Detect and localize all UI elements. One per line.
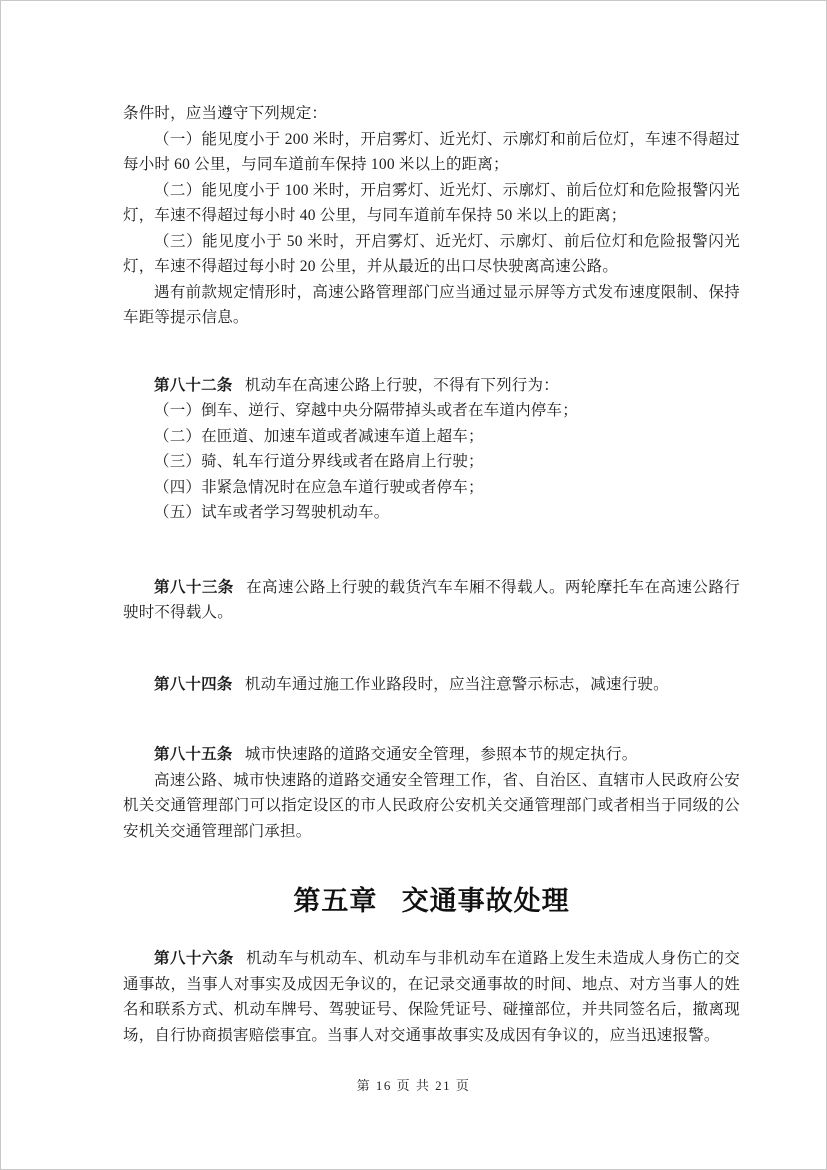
article-86 <box>123 946 740 1048</box>
article-83-text: 在高速公路上行驶的载货汽车车厢不得载人。两轮摩托车在高速公路行驶时不得载人。 <box>123 578 740 621</box>
visibility-rule-2: （二）能见度小于 100 米时，开启雾灯、近光灯、示廓灯、前后位灯和危险报警闪光灯，车速不得超过每小时 40 公里，与同车道前车保持 50 米以上的距离； <box>123 181 740 224</box>
article-82-item-3: （三）骑、轧车行道分界线或者在路肩上行驶； <box>154 453 484 470</box>
article-82 <box>123 373 740 399</box>
chapter-number: 第五章 <box>293 886 378 916</box>
article-82-item-1: （一）倒车、逆行、穿越中央分隔带掉头或者在车道内停车； <box>154 402 578 419</box>
visibility-note: 遇有前款规定情形时，高速公路管理部门应当通过显示屏等方式发布速度限制、保持车距等提示信息。 <box>123 283 740 326</box>
article-85-text: 城市快速路的道路交通安全管理，参照本节的规定执行。 <box>244 746 638 763</box>
article-84-number: 第八十四条 <box>154 675 233 693</box>
article-85-number: 第八十五条 <box>154 746 233 763</box>
article-86-text: 机动车与机动车、机动车与非机动车在道路上发生未造成人身伤亡的交通事故，当事人对事实及成因无争议的，在记录交通事故的时间、地点、对方当事人的姓名和联系方式、机动车牌号、驾驶证号、保险凭证号、碰撞部位，并共同签名后，撤离现场，自行协商损害赔偿事宜。当事人对交通事故事实及成因有争议的，应当迅速报警。 <box>123 950 740 1044</box>
article-85-paragraph-2: 高速公路、城市快速路的道路交通安全管理工作，省、自治区、直辖市人民政府公安机关交通管理部门可以指定设区的市人民政府公安机关交通管理部门或者相当于同级的公安机关交通管理部门承担。 <box>123 771 740 840</box>
article-85 <box>123 742 740 768</box>
page-footer <box>1 1077 826 1095</box>
article-82-item-4: （四）非紧急情况时在应急车道行驶或者停车； <box>154 478 484 496</box>
article-82-text: 机动车在高速公路上行驶，不得有下列行为： <box>244 376 559 394</box>
article-82-number: 第八十二条 <box>154 376 233 394</box>
visibility-rule-3: （三）能见度小于 50 米时，开启雾灯、近光灯、示廓灯、前后位灯和危险报警闪光灯，车速不得超过每小时 20 公里，并从最近的出口尽快驶离高速公路。 <box>123 232 740 275</box>
paragraph-continuation: 条件时，应当遵守下列规定： <box>123 105 328 122</box>
article-84 <box>123 672 740 698</box>
article-82-item-5: （五）试车或者学习驾驶机动车。 <box>154 504 390 521</box>
document-body <box>123 101 740 1048</box>
chapter-title: 交通事故处理 <box>401 886 570 916</box>
article-83 <box>123 575 740 626</box>
chapter-heading <box>123 883 740 919</box>
visibility-rule-1: （一）能见度小于 200 米时，开启雾灯、近光灯、示廓灯和前后位灯，车速不得超过每小时 60 公里，与同车道前车保持 100 米以上的距离； <box>123 130 740 173</box>
article-84-text: 机动车通过施工作业路段时，应当注意警示标志，减速行驶。 <box>244 675 669 693</box>
article-83-number: 第八十三条 <box>154 578 234 596</box>
page-number-label: 第 16 页 共 21 页 <box>356 1078 471 1093</box>
article-82-item-2: （二）在匝道、加速车道或者减速车道上超车； <box>154 427 484 445</box>
article-86-number: 第八十六条 <box>154 950 234 967</box>
